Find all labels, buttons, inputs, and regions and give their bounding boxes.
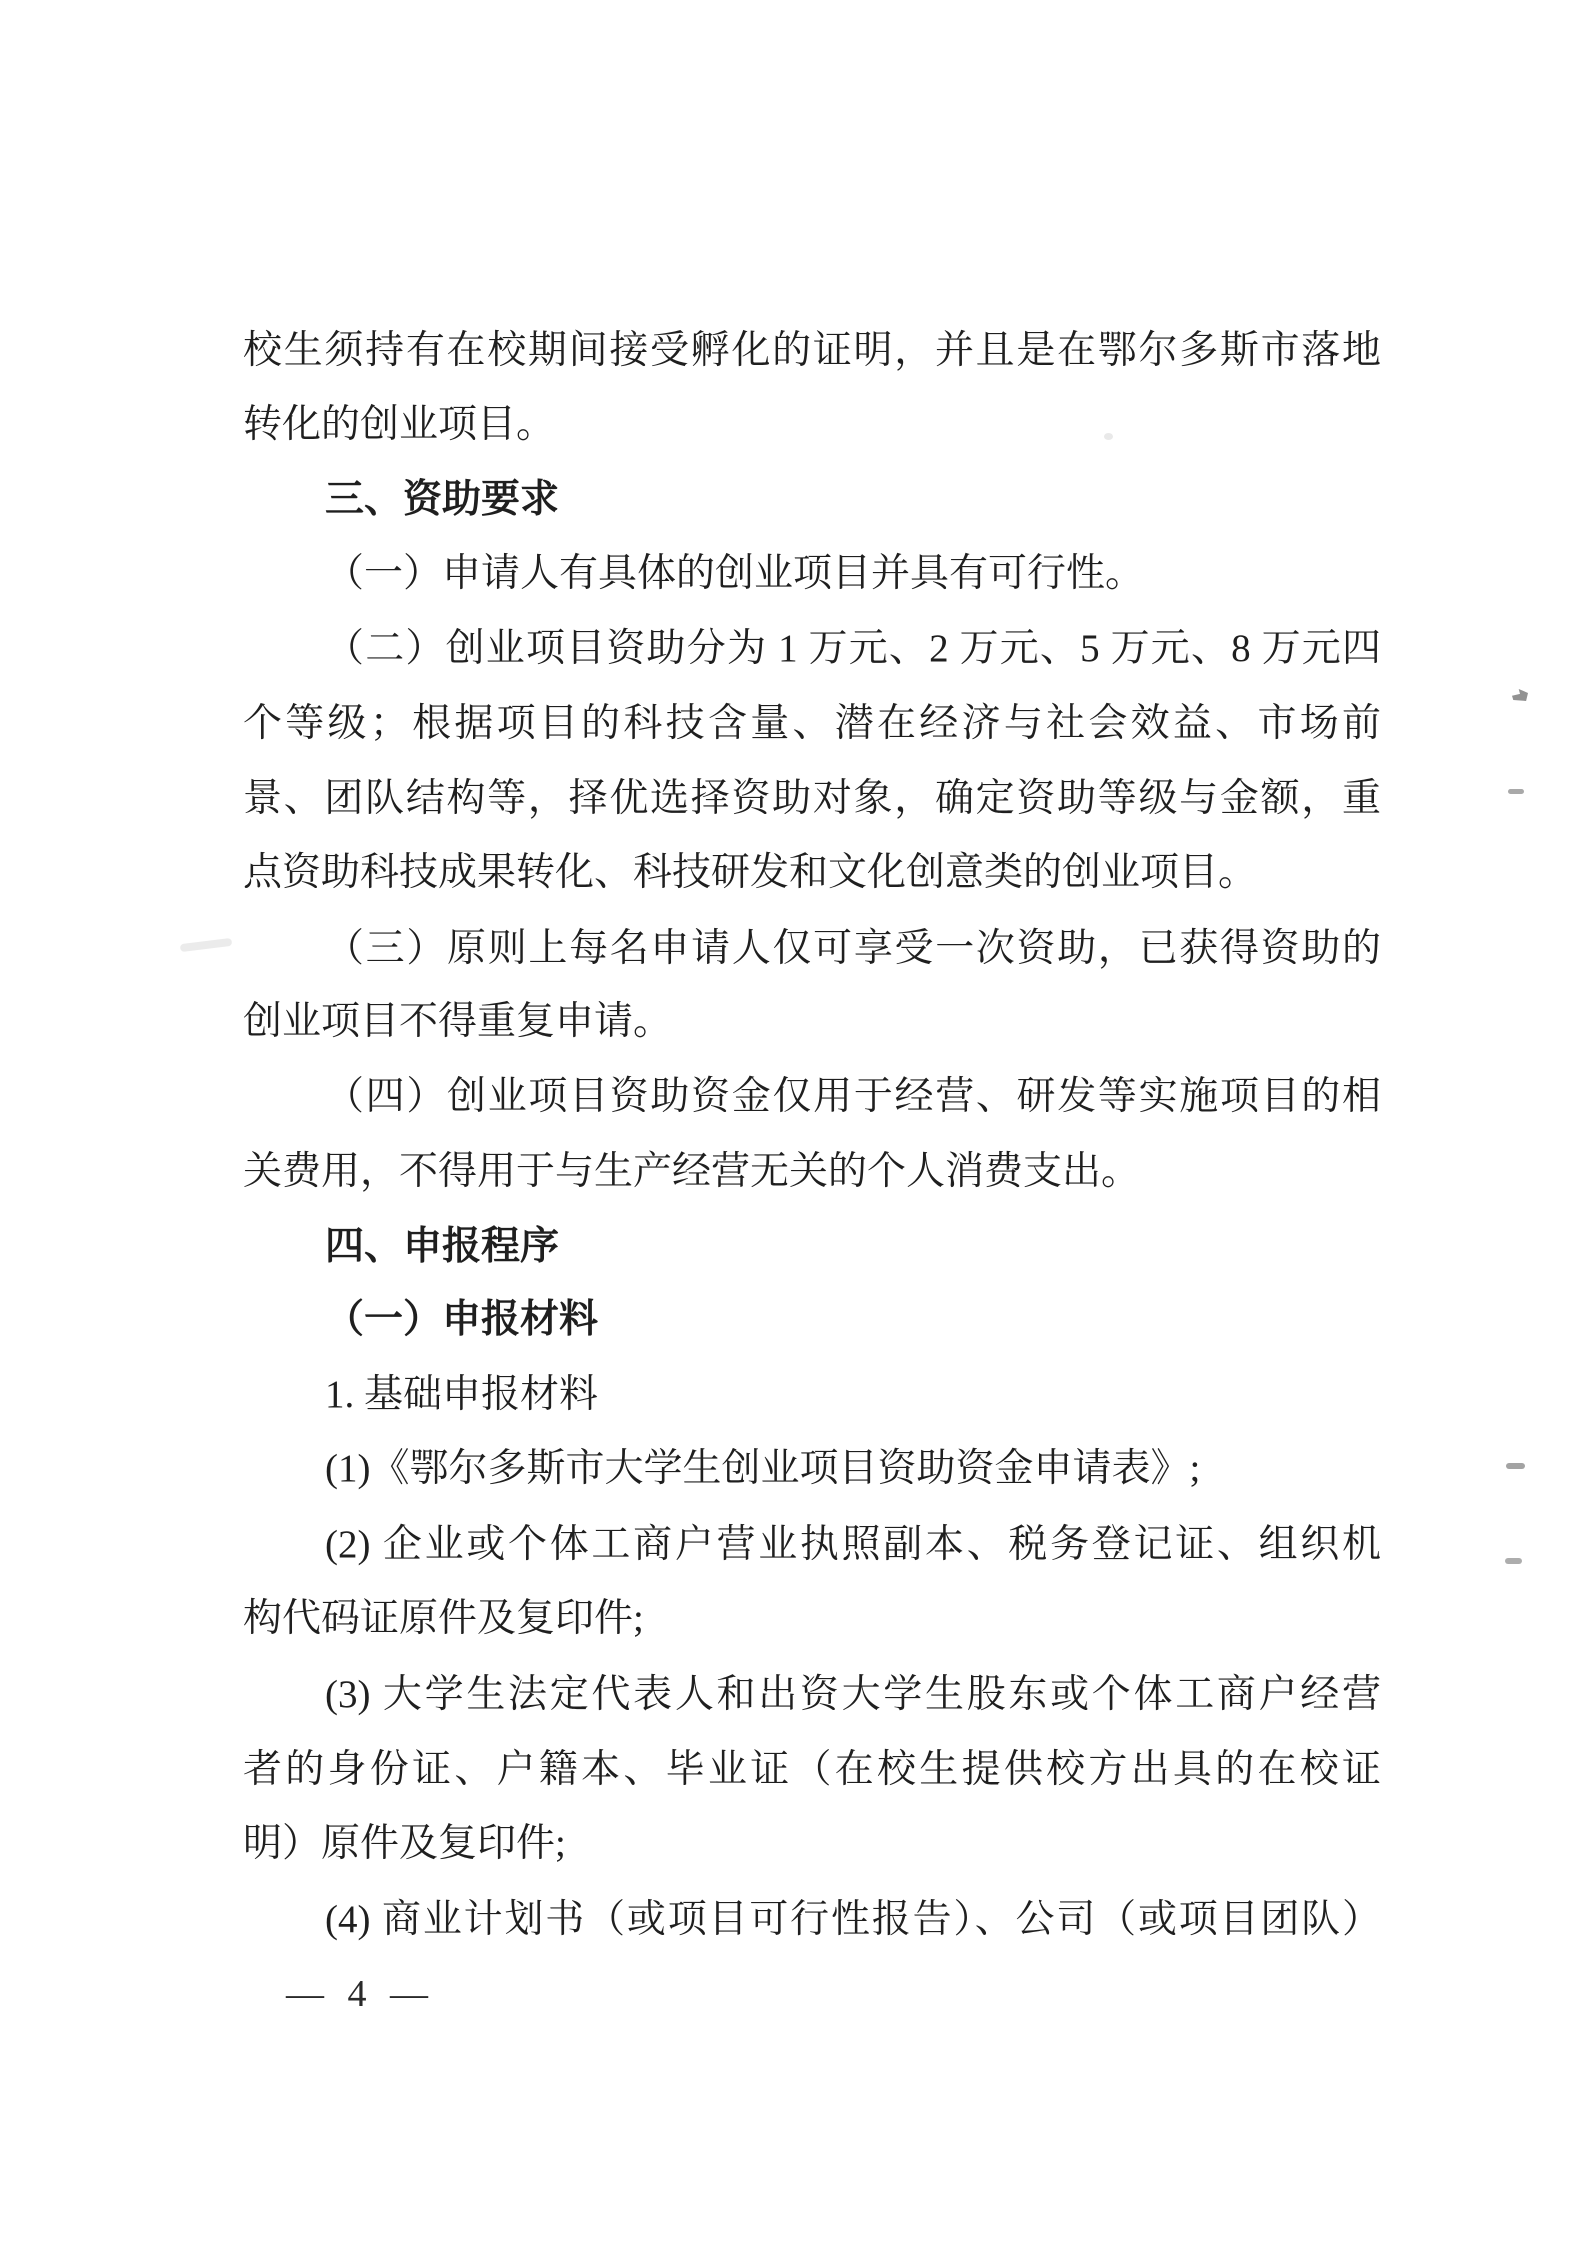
scan-artifact bbox=[1512, 688, 1528, 701]
section-heading: 三、资助要求 bbox=[325, 478, 560, 521]
body-line: 1. 基础申报材料 bbox=[325, 1373, 599, 1416]
page-number: — 4 — bbox=[286, 1973, 435, 2015]
scan-artifact bbox=[180, 938, 233, 952]
body-line: 景、团队结构等，择优选择资助对象，确定资助等级与金额，重 bbox=[243, 777, 1381, 820]
body-line: 创业项目不得重复申请。 bbox=[243, 1000, 673, 1043]
body-line: （一）申请人有具体的创业项目并具有可行性。 bbox=[325, 552, 1145, 595]
body-line: 明）原件及复印件; bbox=[243, 1822, 566, 1865]
body-line: 关费用，不得用于与生产经营无关的个人消费支出。 bbox=[243, 1150, 1141, 1193]
body-line: 者的身份证、户籍本、毕业证（在校生提供校方出具的在校证 bbox=[243, 1748, 1381, 1791]
body-line: 转化的创业项目。 bbox=[243, 403, 556, 446]
body-line: (4) 商业计划书（或项目可行性报告）、公司（或项目团队） bbox=[325, 1898, 1381, 1941]
body-line: 个等级；根据项目的科技含量、潜在经济与社会效益、市场前 bbox=[243, 702, 1381, 745]
body-line: (2) 企业或个体工商户营业执照副本、税务登记证、组织机 bbox=[325, 1523, 1381, 1566]
body-line: 点资助科技成果转化、科技研发和文化创意类的创业项目。 bbox=[243, 851, 1258, 894]
body-line: （四）创业项目资助资金仅用于经营、研发等实施项目的相 bbox=[325, 1075, 1381, 1118]
section-heading: （一）申报材料 bbox=[325, 1298, 599, 1341]
scan-artifact bbox=[1104, 433, 1113, 440]
body-line: （二）创业项目资助分为 1 万元、2 万元、5 万元、8 万元四 bbox=[325, 627, 1381, 670]
section-heading: 四、申报程序 bbox=[325, 1225, 560, 1268]
body-line: (1)《鄂尔多斯市大学生创业项目资助资金申请表》; bbox=[325, 1447, 1201, 1490]
body-line: （三）原则上每名申请人仅可享受一次资助，已获得资助的 bbox=[325, 927, 1381, 970]
body-line: 校生须持有在校期间接受孵化的证明，并且是在鄂尔多斯市落地 bbox=[243, 329, 1381, 372]
scan-artifact bbox=[1505, 1558, 1522, 1564]
body-line: 构代码证原件及复印件; bbox=[243, 1597, 644, 1640]
scan-artifact bbox=[1506, 1463, 1525, 1469]
scan-artifact bbox=[1508, 789, 1524, 794]
body-line: (3) 大学生法定代表人和出资大学生股东或个体工商户经营 bbox=[325, 1673, 1381, 1716]
